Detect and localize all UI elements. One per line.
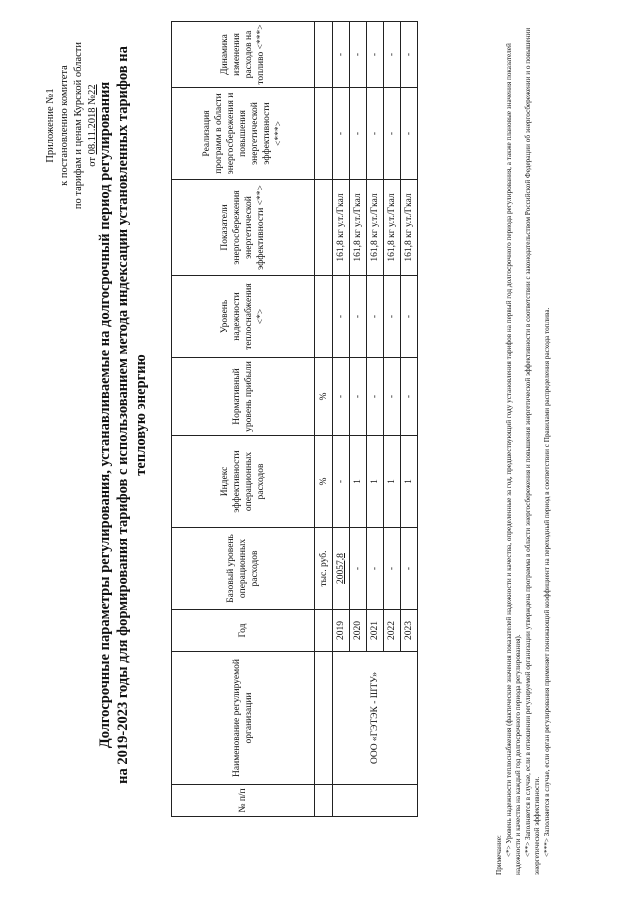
unit-reliability (315, 276, 333, 358)
cell-reliability: - (367, 276, 384, 358)
unit-index: % (315, 436, 333, 528)
header-year: Год (172, 610, 315, 652)
cell-programs: - (350, 88, 367, 180)
parameters-table (171, 21, 418, 817)
cell-profit: - (350, 358, 367, 436)
note-fuel: <***> Заполняется в случае, если орган регулирования применяет понижающий коэффициент на переходный период в соответствии с Правилами распределения расхода топлива. (542, 307, 551, 857)
cell-base: - (384, 528, 401, 610)
cell-index: - (333, 436, 350, 528)
table-header-row (172, 22, 315, 817)
cell-index: 1 (367, 436, 384, 528)
cell-fuel: - (350, 22, 367, 88)
cell-fuel: - (401, 22, 418, 88)
table-row (333, 22, 350, 817)
header-index: Индекс эффективности операционных расходов (172, 436, 315, 528)
appendix-number: 22 (87, 84, 98, 95)
cell-year: 2023 (401, 610, 418, 652)
appendix-line-3: по тарифам и ценам Курской области (73, 42, 84, 210)
notes-block (495, 15, 553, 875)
row-number-cell (333, 785, 418, 817)
note-energy-saving: <**> Заполняется в случае, если в отношении регулируемой организации утверждена программа в области энергосбережения и повышения энергетической эффективности в соответствии с законодательством Российской Федерации об энергосбережении и о повышении энергетической эффективности. (523, 27, 542, 875)
organization-name: ООО «ГЭТЭК - ШТУ» (333, 652, 418, 785)
unit-year (315, 610, 333, 652)
cell-fuel: - (384, 22, 401, 88)
cell-programs: - (384, 88, 401, 180)
cell-index: 1 (384, 436, 401, 528)
document-title (96, 15, 150, 815)
unit-fuel (315, 22, 333, 88)
unit-programs (315, 88, 333, 180)
appendix-line-2: к постановлению комитета (59, 65, 70, 186)
title-line-2: на 2019-2023 годы для формирования тарифов с использованием метода индексации установленных тарифов на (115, 46, 131, 784)
header-base: Базовый уровень операционных расходов (172, 528, 315, 610)
header-fuel: Динамика изменения расходов на топливо <***> (172, 22, 315, 88)
cell-base: 20057,8 (333, 528, 350, 610)
title-line-3: тепловую энергию (133, 354, 149, 476)
cell-profit: - (401, 358, 418, 436)
appendix-date-prefix: от (87, 154, 98, 167)
cell-reliability: - (333, 276, 350, 358)
cell-profit: - (367, 358, 384, 436)
cell-index: 1 (401, 436, 418, 528)
cell-year: 2019 (333, 610, 350, 652)
cell-programs: - (367, 88, 384, 180)
cell-year: 2021 (367, 610, 384, 652)
appendix-date: 08.11.2018 (87, 107, 98, 155)
cell-base: - (367, 528, 384, 610)
cell-reliability: - (384, 276, 401, 358)
notes-label: Примечание: (495, 835, 503, 875)
cell-fuel: - (367, 22, 384, 88)
cell-reliability: - (350, 276, 367, 358)
header-energy: Показатели энергосбережения энергетической эффективности <**> (172, 180, 315, 276)
header-profit: Нормативный уровень прибыли (172, 358, 315, 436)
cell-profit: - (384, 358, 401, 436)
cell-base: - (350, 528, 367, 610)
unit-profit: % (315, 358, 333, 436)
cell-reliability: - (401, 276, 418, 358)
unit-org (315, 652, 333, 785)
cell-programs: - (401, 88, 418, 180)
unit-num (315, 785, 333, 817)
header-org: Наименование регулируемой организации (172, 652, 315, 785)
table-units-row (315, 22, 333, 817)
cell-index: 1 (350, 436, 367, 528)
header-programs: Реализация программ в области энергосбережения и повышения энергетической эффективности <***> (172, 88, 315, 180)
cell-energy: 161,8 кг у.т./Гкал (333, 180, 350, 276)
unit-energy (315, 180, 333, 276)
cell-profit: - (333, 358, 350, 436)
cell-year: 2022 (384, 610, 401, 652)
cell-programs: - (333, 88, 350, 180)
appendix-block (44, 42, 100, 209)
appendix-title: Приложение №1 (45, 88, 56, 163)
header-reliability: Уровень надежности теплоснабжения <*> (172, 276, 315, 358)
cell-year: 2020 (350, 610, 367, 652)
unit-base: тыс. руб. (315, 528, 333, 610)
note-reliability: <*> Уровень надежности теплоснабжения (фактические значения показателей надежности и качества, определенные за год, предшествующий году установления тарифов на первый год долгосрочного периода регулирования, а также плановые значения показателей надежности и качества на каждый год долгосрочного периода регулирования). (504, 43, 523, 875)
appendix-number-prefix: № (87, 94, 98, 108)
cell-fuel: - (333, 22, 350, 88)
title-line-1: Долгосрочные параметры регулирования, устанавливаемые на долгосрочный период регулирования (97, 81, 113, 749)
cell-energy: 161,8 кг у.т./Гкал (367, 180, 384, 276)
header-num: № п/п (172, 785, 315, 817)
cell-energy: 161,8 кг у.т./Гкал (350, 180, 367, 276)
cell-base: - (401, 528, 418, 610)
cell-energy: 161,8 кг у.т./Гкал (401, 180, 418, 276)
cell-energy: 161,8 кг у.т./Гкал (384, 180, 401, 276)
